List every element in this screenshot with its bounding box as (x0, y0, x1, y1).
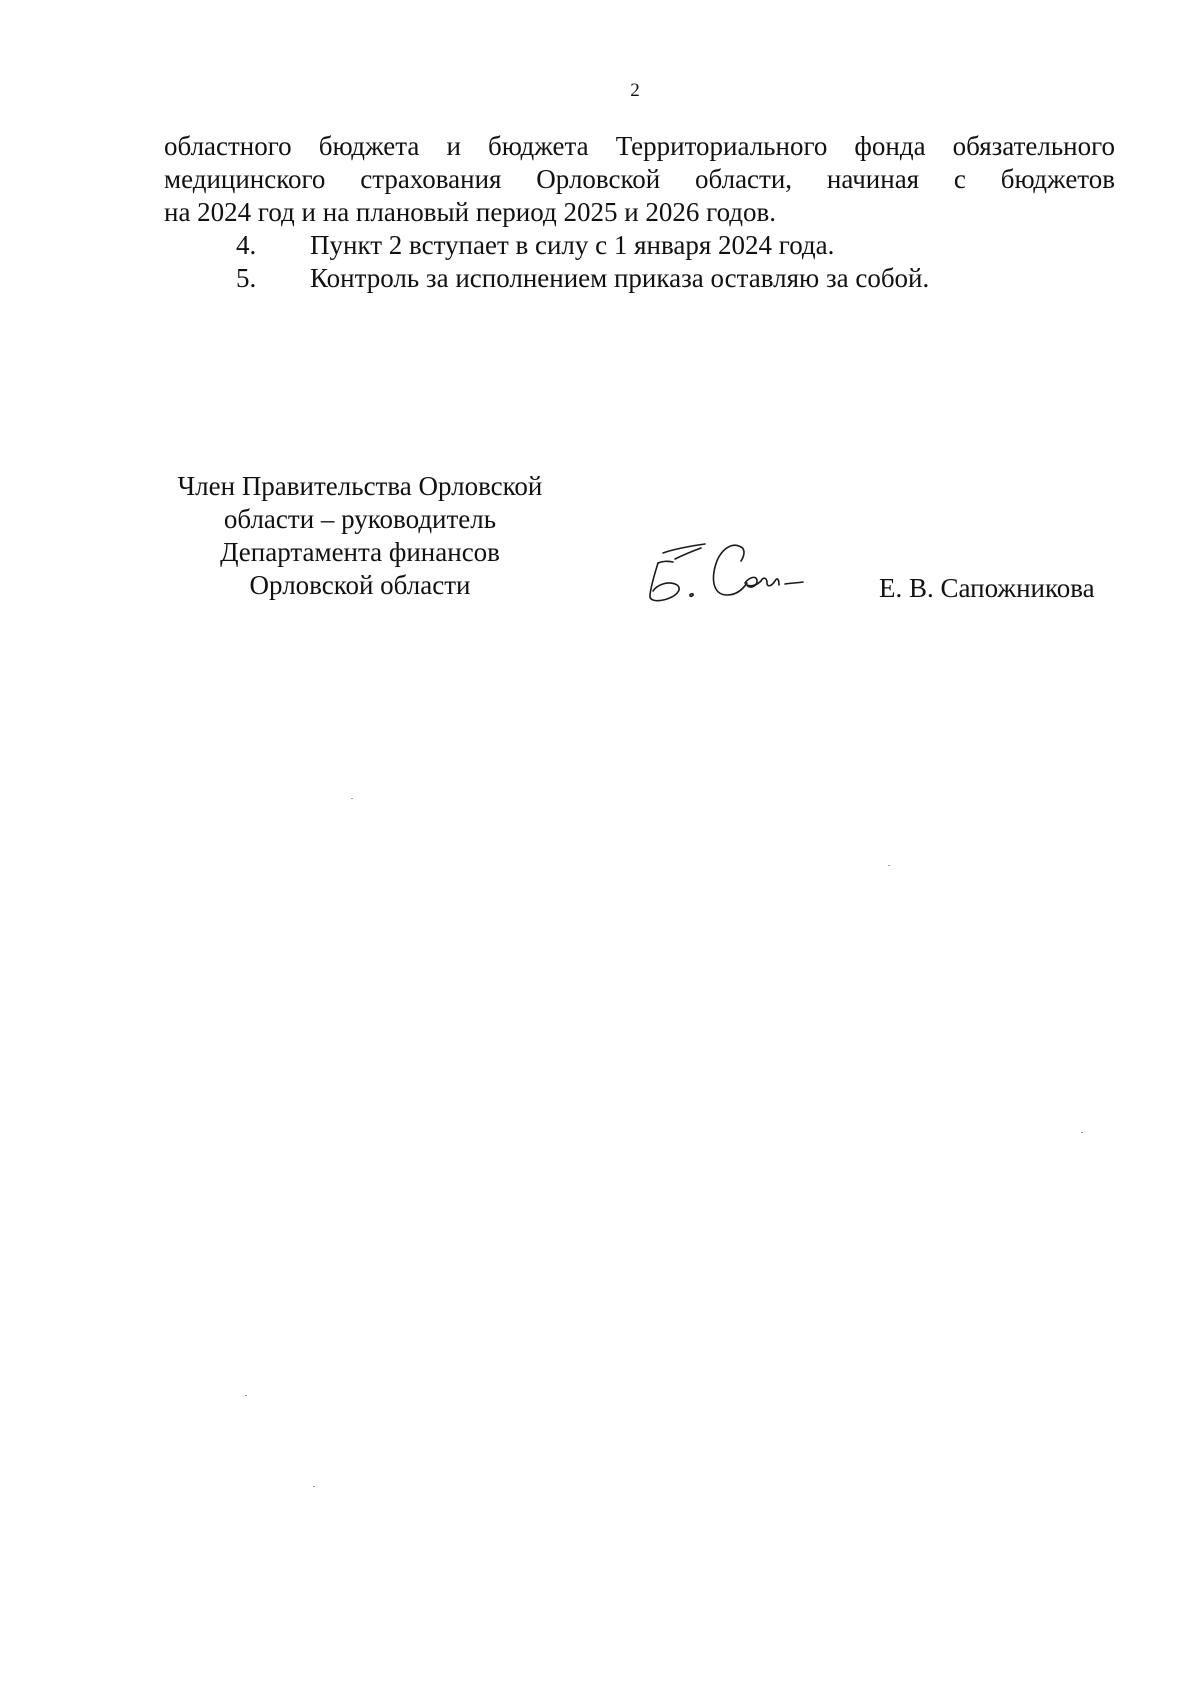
clause-number: 5. (236, 263, 257, 293)
position-line: Орловской области (249, 570, 471, 600)
clause-text: Пункт 2 вступает в силу с 1 января 2024 года. (310, 230, 835, 260)
signatory-position (150, 470, 570, 602)
scan-speck (351, 798, 353, 799)
continued-paragraph (164, 130, 1115, 229)
handwritten-signature (645, 535, 820, 610)
paragraph-line: областного бюджета и бюджета Территориального фонда обязательного (164, 131, 1115, 161)
clause-number: 4. (236, 230, 257, 260)
scan-speck (888, 865, 890, 866)
paragraph-line: на 2024 год и на плановый период 2025 и 2026 годов. (164, 197, 777, 227)
clause-text: Контроль за исполнением приказа оставляю за собой. (310, 263, 930, 293)
scan-speck (313, 1486, 315, 1487)
clause-5 (236, 262, 929, 295)
clause-4 (236, 229, 834, 262)
paragraph-line: медицинского страхования Орловской области, начиная с бюджетов (164, 164, 1115, 194)
position-line: Департамента финансов (220, 537, 500, 567)
position-line: области – руководитель (223, 504, 497, 534)
signatory-name: Е. В. Сапожникова (879, 573, 1095, 603)
position-line: Член Правительства Орловской (177, 471, 543, 501)
page-number: 2 (630, 80, 640, 101)
scan-speck (245, 1395, 247, 1396)
scan-speck (1081, 1132, 1083, 1133)
